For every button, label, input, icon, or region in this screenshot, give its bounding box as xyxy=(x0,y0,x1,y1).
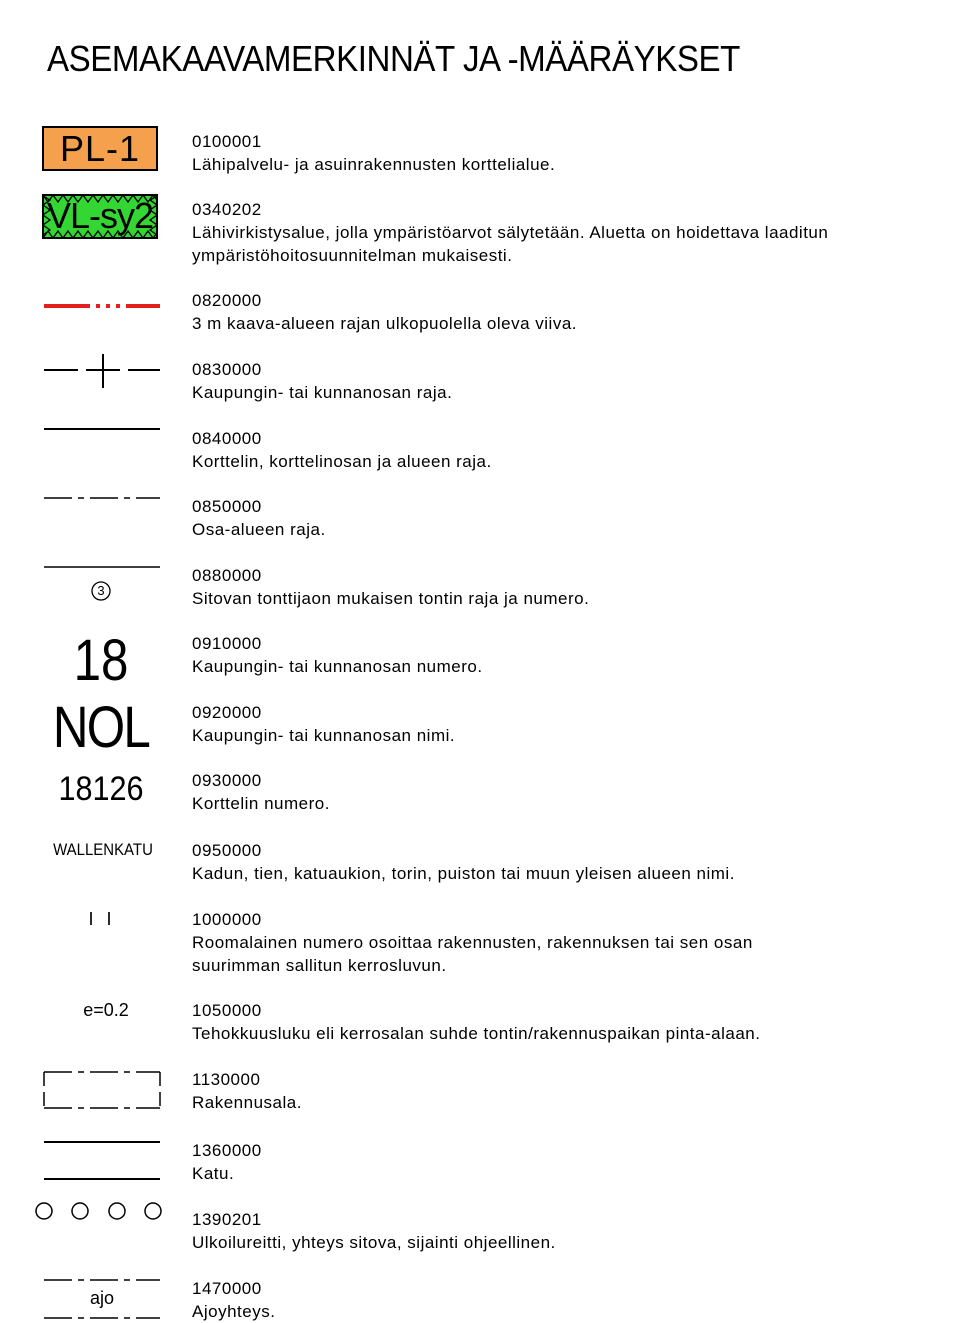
legend-entry xyxy=(192,1139,262,1185)
floor-count-symbol: I I xyxy=(88,909,116,929)
entry-code: 1470000 xyxy=(192,1279,262,1298)
vlsy2-zone-symbol xyxy=(42,194,158,239)
legend-entry xyxy=(192,289,577,335)
entry-text: Kadun, tien, katuaukion, torin, puiston tai muun yleisen alueen nimi. xyxy=(192,864,735,883)
entry-text: Kaupungin- tai kunnanosan raja. xyxy=(192,383,453,402)
legend-entry xyxy=(192,358,452,404)
legend-entry xyxy=(192,999,760,1045)
driveway-label: ajo xyxy=(89,1288,115,1308)
district-number-symbol: 18 xyxy=(73,628,129,693)
entry-code: 0920000 xyxy=(192,703,262,722)
entry-code: 1000000 xyxy=(192,910,262,929)
entry-text: Katu. xyxy=(192,1164,235,1183)
legend-entry xyxy=(192,839,735,885)
entry-text: Ajoyhteys. xyxy=(192,1302,276,1321)
legend-entry xyxy=(192,564,589,610)
efficiency-symbol: e=0.2 xyxy=(83,1000,129,1020)
legend-entry xyxy=(192,632,483,678)
entry-text: Rakennusala. xyxy=(192,1093,302,1112)
legend-entry xyxy=(192,495,326,541)
building-area-icon xyxy=(40,1064,164,1116)
entry-code: 0840000 xyxy=(192,429,262,448)
legend-entry xyxy=(192,1277,275,1323)
entry-code: 0880000 xyxy=(192,566,262,585)
entry-code: 1130000 xyxy=(192,1070,261,1089)
block-number-symbol: 18126 xyxy=(58,770,144,808)
entry-code: 0930000 xyxy=(192,771,262,790)
block-boundary-icon xyxy=(40,420,164,440)
subarea-boundary-icon xyxy=(40,488,164,508)
entry-text: Korttelin, korttelinosan ja alueen raja. xyxy=(192,452,492,471)
page-title: ASEMAKAAVAMERKINNÄT JA -MÄÄRÄYKSET xyxy=(47,38,740,79)
outside-plan-line-icon xyxy=(40,290,164,320)
entry-code: 0340202 xyxy=(192,200,262,219)
district-name-symbol: NOL xyxy=(52,695,150,760)
legend-entry xyxy=(192,769,330,815)
legend-entry xyxy=(192,908,753,977)
street-area-icon xyxy=(40,1132,164,1184)
entry-text: ympäristöhoitosuunnitelman mukaisesti. xyxy=(192,246,513,265)
legend-entry xyxy=(192,1208,556,1254)
entry-code: 0100001 xyxy=(192,132,262,151)
legend-entry xyxy=(192,198,828,267)
entry-text: Osa-alueen raja. xyxy=(192,520,326,539)
vlsy2-label: VL-sy2 xyxy=(46,195,154,236)
entry-text: Kaupungin- tai kunnanosan nimi. xyxy=(192,726,456,745)
entry-text: Ulkoilureitti, yhteys sitova, sijainti ohjeellinen. xyxy=(192,1233,556,1252)
street-name-symbol: WALLENKATU xyxy=(53,840,153,859)
legend-entry xyxy=(192,427,492,473)
entry-code: 0910000 xyxy=(192,634,262,653)
entry-code: 0820000 xyxy=(192,291,262,310)
plot-number: 3 xyxy=(97,583,105,598)
outdoor-route-icon xyxy=(30,1198,170,1226)
entry-text: suurimman sallitun kerrosluvun. xyxy=(192,956,447,975)
entry-code: 1360000 xyxy=(192,1141,262,1160)
legend-entry xyxy=(192,130,555,176)
entry-code: 0830000 xyxy=(192,360,262,379)
district-boundary-icon xyxy=(40,352,164,392)
entry-text: Sitovan tonttijaon mukaisen tontin raja ja numero. xyxy=(192,589,590,608)
entry-text: Lähipalvelu- ja asuinrakennusten korttelialue. xyxy=(192,155,556,174)
entry-text: Tehokkuusluku eli kerrosalan suhde tontin/rakennuspaikan pinta-alaan. xyxy=(192,1024,761,1043)
entry-text: Roomalainen numero osoittaa rakennusten, rakennuksen tai sen osan xyxy=(192,933,753,952)
legend-entry xyxy=(192,701,455,747)
entry-text: Lähivirkistysalue, jolla ympäristöarvot sälytetään. Aluetta on hoidettava laaditun xyxy=(192,223,829,242)
entry-text: Kaupungin- tai kunnanosan numero. xyxy=(192,657,483,676)
legend-entry xyxy=(192,1068,302,1114)
entry-text: Korttelin numero. xyxy=(192,794,330,813)
pl1-zone-symbol: PL-1 xyxy=(42,126,158,171)
entry-code: 1390201 xyxy=(192,1210,262,1229)
entry-text: 3 m kaava-alueen rajan ulkopuolella oleva viiva. xyxy=(192,314,577,333)
entry-code: 0950000 xyxy=(192,841,262,860)
entry-code: 1050000 xyxy=(192,1001,262,1020)
entry-code: 0850000 xyxy=(192,497,262,516)
